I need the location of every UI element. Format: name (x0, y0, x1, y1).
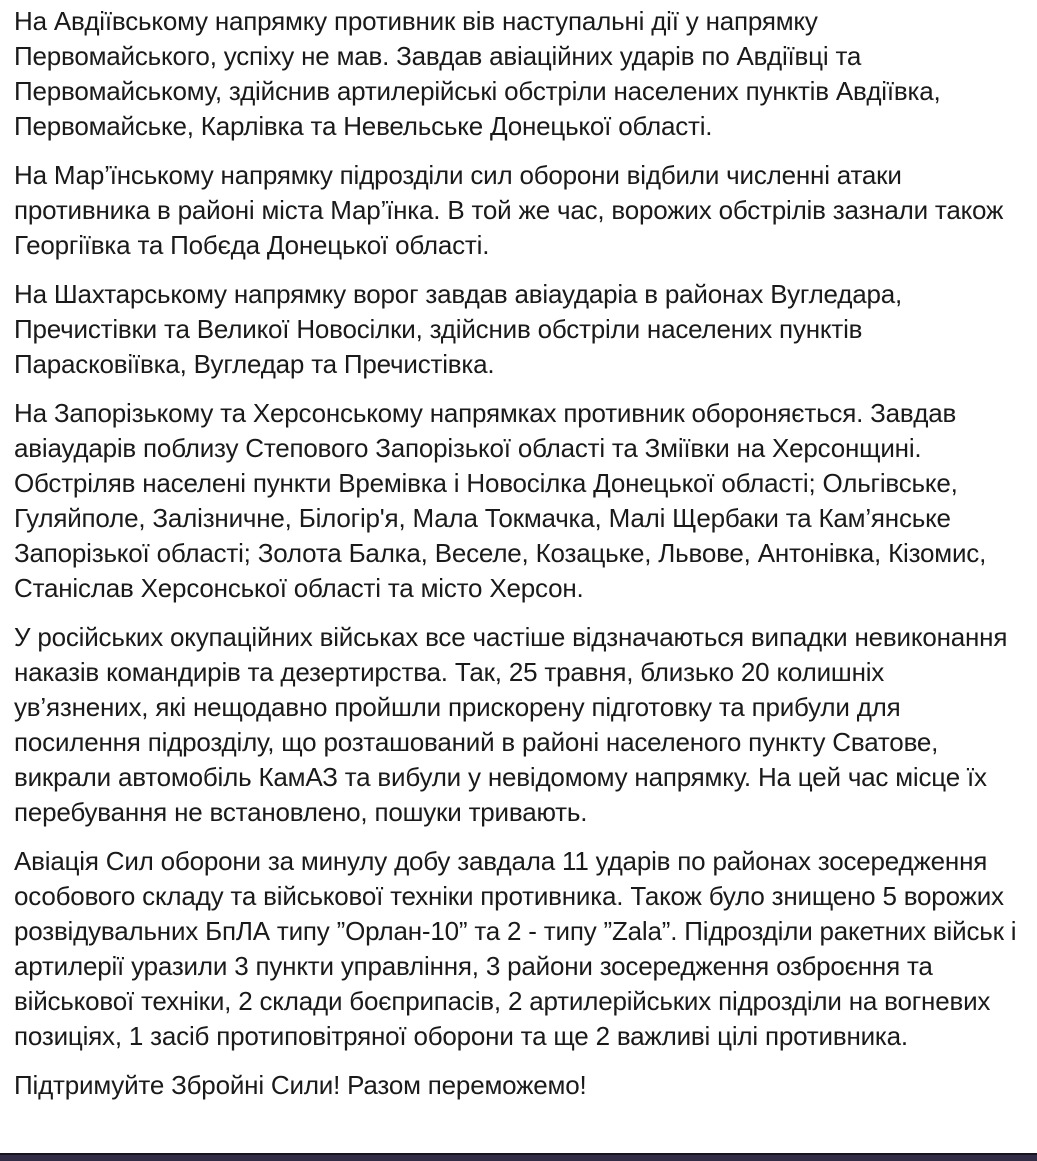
paragraph-4: На Запорізькому та Херсонському напрямках противник обороняється. Завдав авіаударів поблизу Степового Запорізької області та Зміївки на Херсонщині. Обстріляв населені пункти Времівка і Новосілка Донецької області; Ольгівське, Гуляйполе, Залізничне, Білогір'я, Мала Токмачка, Малі Щербаки та Кам’янське Запорізької області; Золота Балка, Веселе, Козацьке, Львове, Антонівка, Кізомис, Станіслав Херсонської області та місто Херсон. (14, 398, 987, 603)
paragraph-1: На Авдіївському напрямку противник вів наступальні дії у напрямку Первомайського, успіху не мав. Завдав авіаційних ударів по Авдіївці та Первомайському, здійснив артилерійські обстріли населених пунктів Авдіївка, Первомайське, Карлівка та Невельське Донецької області. (14, 6, 941, 141)
paragraph-2: На Мар’їнському напрямку підрозділи сил оборони відбили численні атаки противника в районі міста Мар’їнка. В той же час, ворожих обстрілів зазнали також Георгіївка та Побєда Донецької області. (14, 160, 1004, 260)
paragraph-3: На Шахтарському напрямку ворог завдав авіаударіа в районах Вугледара, Пречистівки та Великої Новосілки, здійснив обстріли населених пунктів Парасковіївка, Вугледар та Пречистівка. (14, 279, 903, 379)
bottom-bar (0, 1153, 1037, 1161)
report-body (14, 4, 1017, 1117)
paragraph-6: Авіація Сил оборони за минулу добу завдала 11 ударів по районах зосередження особового складу та військової техніки противника. Також було знищено 5 ворожих розвідувальних БпЛА типу ”Орлан-10” та 2 - типу ”Zala”. Підрозділи ракетних військ і артилерії уразили 3 пункти управління, 3 райони зосередження озброєння та військової техніки, 2 склади боєприпасів, 2 артилерійських підрозділи на вогневих позиціях, 1 засіб протиповітряної оборони та ще 2 важливі цілі противника. (14, 846, 1017, 1051)
paragraph-5: У російських окупаційних військах все частіше відзначаються випадки невиконання наказів командирів та дезертирства. Так, 25 травня, близько 20 колишніх ув’язнених, які нещодавно пройшли прискорену підготовку та прибули для посилення підрозділу, що розташований в районі населеного пункту Сватове, викрали автомобіль КамАЗ та вибули у невідомому напрямку. На цей час місце їх перебування не встановлено, пошуки тривають. (14, 622, 1008, 827)
paragraph-7: Підтримуйте Збройні Сили! Разом переможемо! (14, 1070, 587, 1100)
